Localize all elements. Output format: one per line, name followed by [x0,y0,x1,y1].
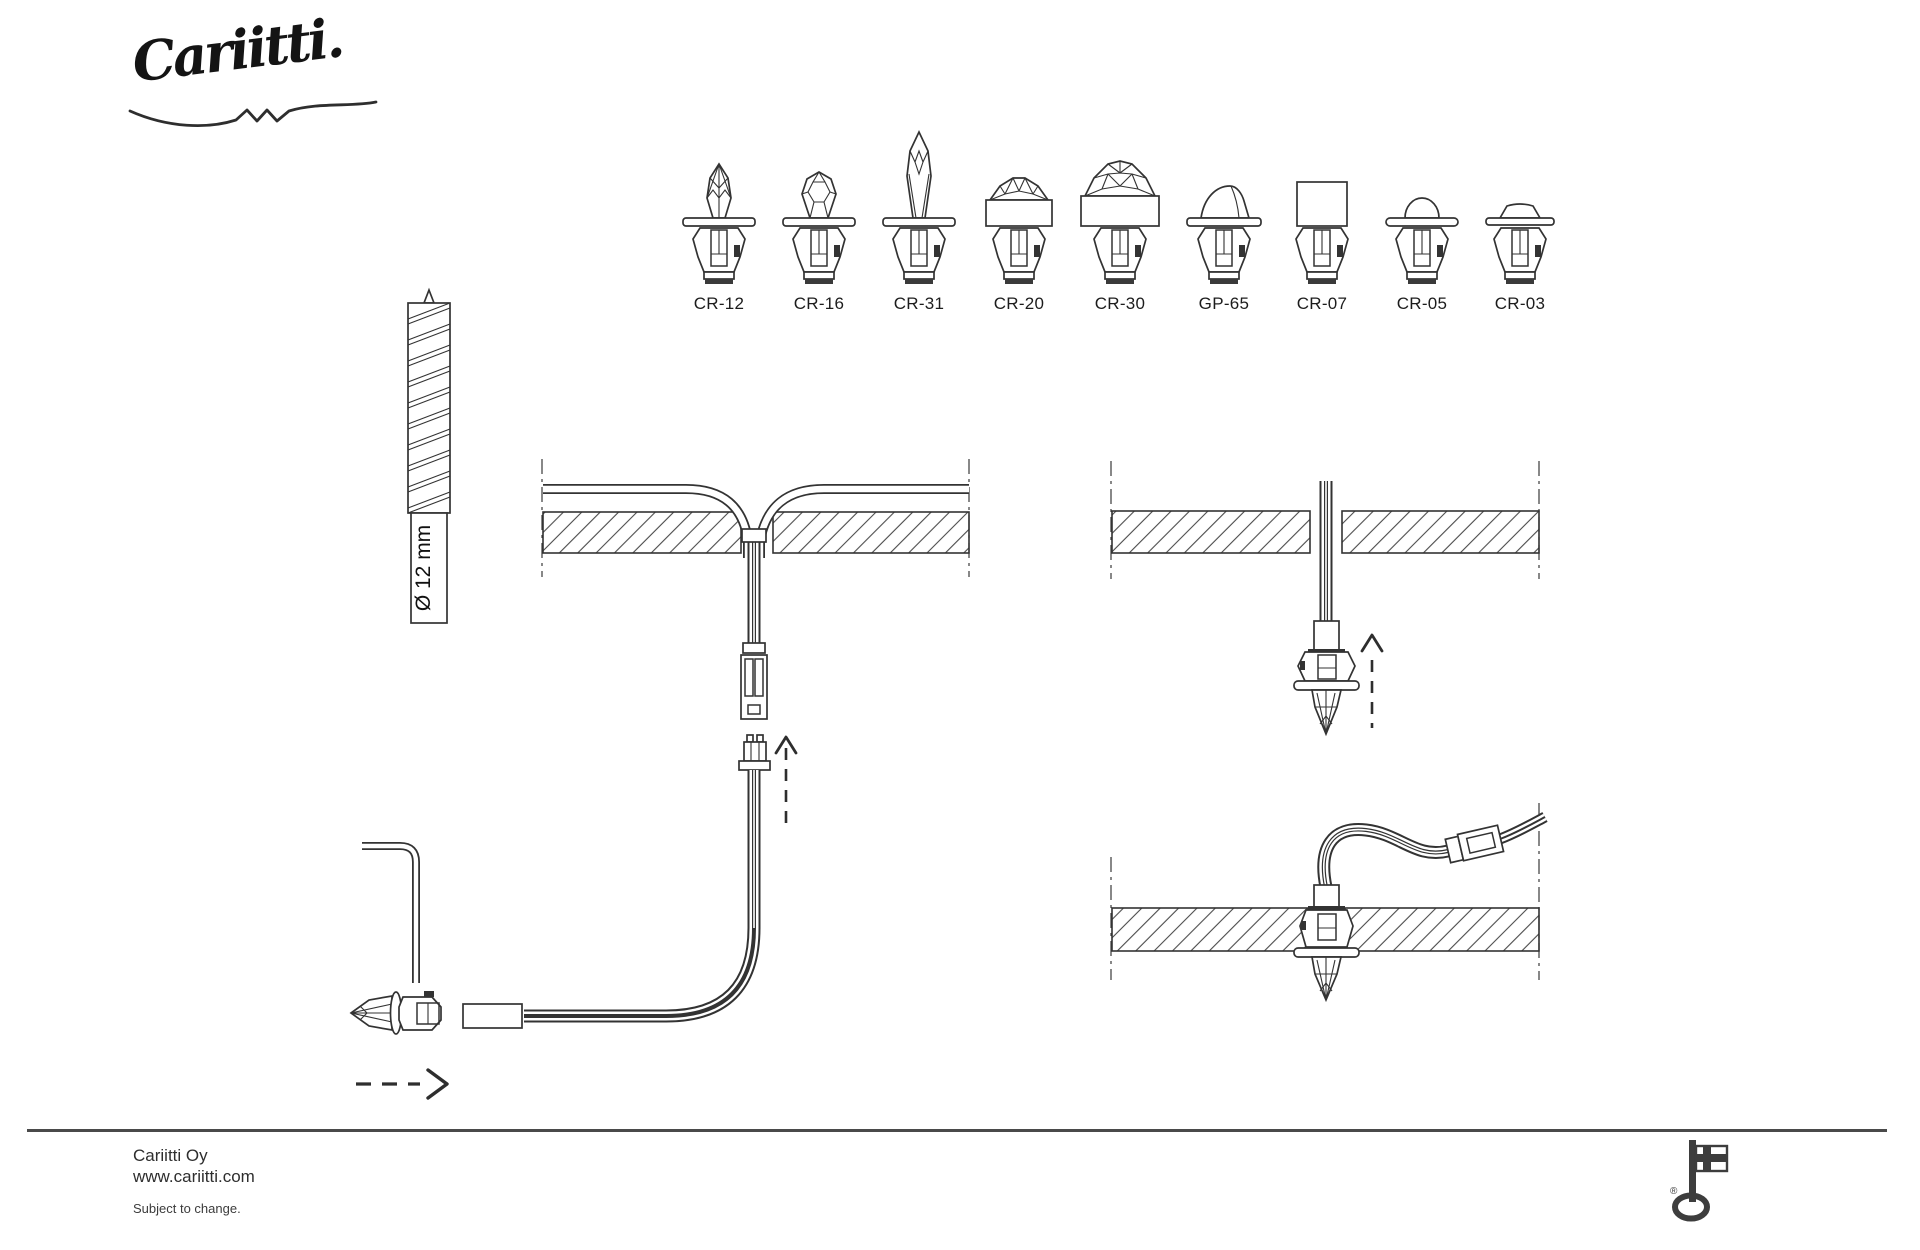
allen-key-icon [362,846,416,983]
cable-end-sleeve [463,1004,522,1028]
ceiling-panel-right [1345,908,1539,951]
drill-bit-icon [408,290,450,623]
s-curve-cable [1324,817,1545,887]
footer-company-block [133,1145,255,1187]
fixture-flange [1294,681,1359,690]
product-label: CR-31 [893,294,945,313]
logo-script-text: Cariitti. [128,5,345,95]
up-arrow-icon [1362,635,1382,651]
footer-company: Cariitti Oy [133,1146,208,1165]
ceiling-panel-left [543,512,741,553]
ceiling-panel-right [773,512,969,553]
product-label: CR-07 [1296,294,1348,313]
right-arrow-icon [428,1070,447,1098]
footer-note: Subject to change. [133,1201,241,1216]
footer-website: www.cariitti.com [133,1167,255,1186]
finnish-key-flag-icon [1662,1138,1734,1226]
connector-plug [739,735,770,770]
cable-band [743,643,765,653]
footer-divider [27,1129,1887,1132]
registered-mark: ® [1670,1186,1678,1197]
diagram-installed-fixture [1111,803,1545,1000]
drill-tip [424,290,434,303]
inline-connector [1445,825,1504,863]
crystal-fixture-side [351,991,441,1034]
connector-socket [741,655,767,719]
product-label: CR-16 [793,294,845,313]
crystal-fixture-front [1294,621,1359,734]
product-label: CR-12 [693,294,745,313]
product-label: CR-05 [1396,294,1448,313]
product-label: GP-65 [1198,294,1250,313]
ceiling-panel-left [1112,908,1308,951]
ceiling-panel-left [1112,511,1310,553]
fixture-and-tool-assembly [351,846,522,1098]
diagram-push-fixture-through-hole [1111,461,1539,734]
ceiling-panel-right [1342,511,1539,553]
product-label: CR-20 [993,294,1045,313]
drill-diameter-label: Ø 12 mm [412,524,435,612]
hole-ferrule [742,529,766,542]
fixture-holder-body [399,997,441,1030]
drill-flute-body [408,303,450,513]
product-label: CR-03 [1494,294,1546,313]
fixture-flange [1294,948,1359,957]
plug-cable [524,770,754,1016]
diagram-cable-through-ceiling [524,459,969,1016]
product-label: CR-30 [1094,294,1146,313]
